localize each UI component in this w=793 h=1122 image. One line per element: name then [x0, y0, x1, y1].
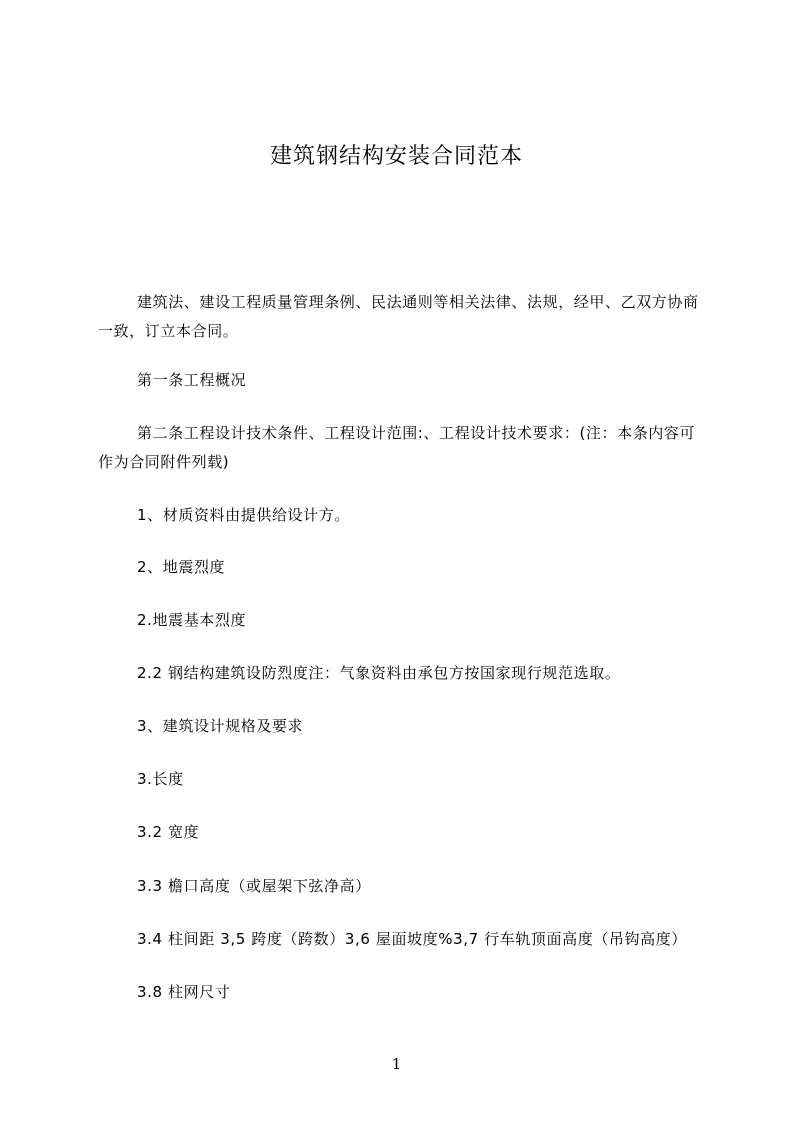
article-1-heading: 第一条工程概况 — [137, 371, 247, 389]
list-item: 3.3 檐口高度（或屋架下弦净高） — [137, 877, 371, 895]
list-item: 2.地震基本烈度 — [137, 611, 247, 629]
list-item: 2.2 钢结构建筑设防烈度注：气象资料由承包方按国家现行规范选取。 — [137, 664, 621, 682]
list-item: 3.2 宽度 — [137, 823, 200, 841]
list-item: 1、材质资料由提供给设计方。 — [137, 506, 350, 524]
list-item: 3.长度 — [137, 770, 184, 788]
list-item: 3、建筑设计规格及要求 — [137, 717, 304, 735]
document-title: 建筑钢结构安装合同范本 — [269, 144, 523, 169]
list-item: 3.4 柱间距 3,5 跨度（跨数）3,6 屋面坡度%3,7 行车轨顶面高度（吊钩高度） — [137, 930, 687, 948]
page-number: 1 — [391, 1055, 402, 1073]
intro-paragraph: 建筑法、建设工程质量管理条例、民法通则等相关法律、法规，经甲、乙双方协商一致，订立本合同。 — [98, 293, 699, 340]
list-item: 2、地震烈度 — [137, 558, 226, 576]
list-item: 3.8 柱网尺寸 — [137, 983, 231, 1001]
article-2-paragraph: 第二条工程设计技术条件、工程设计范围:、工程设计技术要求：(注：本条内容可作为合同附件列载) — [98, 424, 696, 471]
